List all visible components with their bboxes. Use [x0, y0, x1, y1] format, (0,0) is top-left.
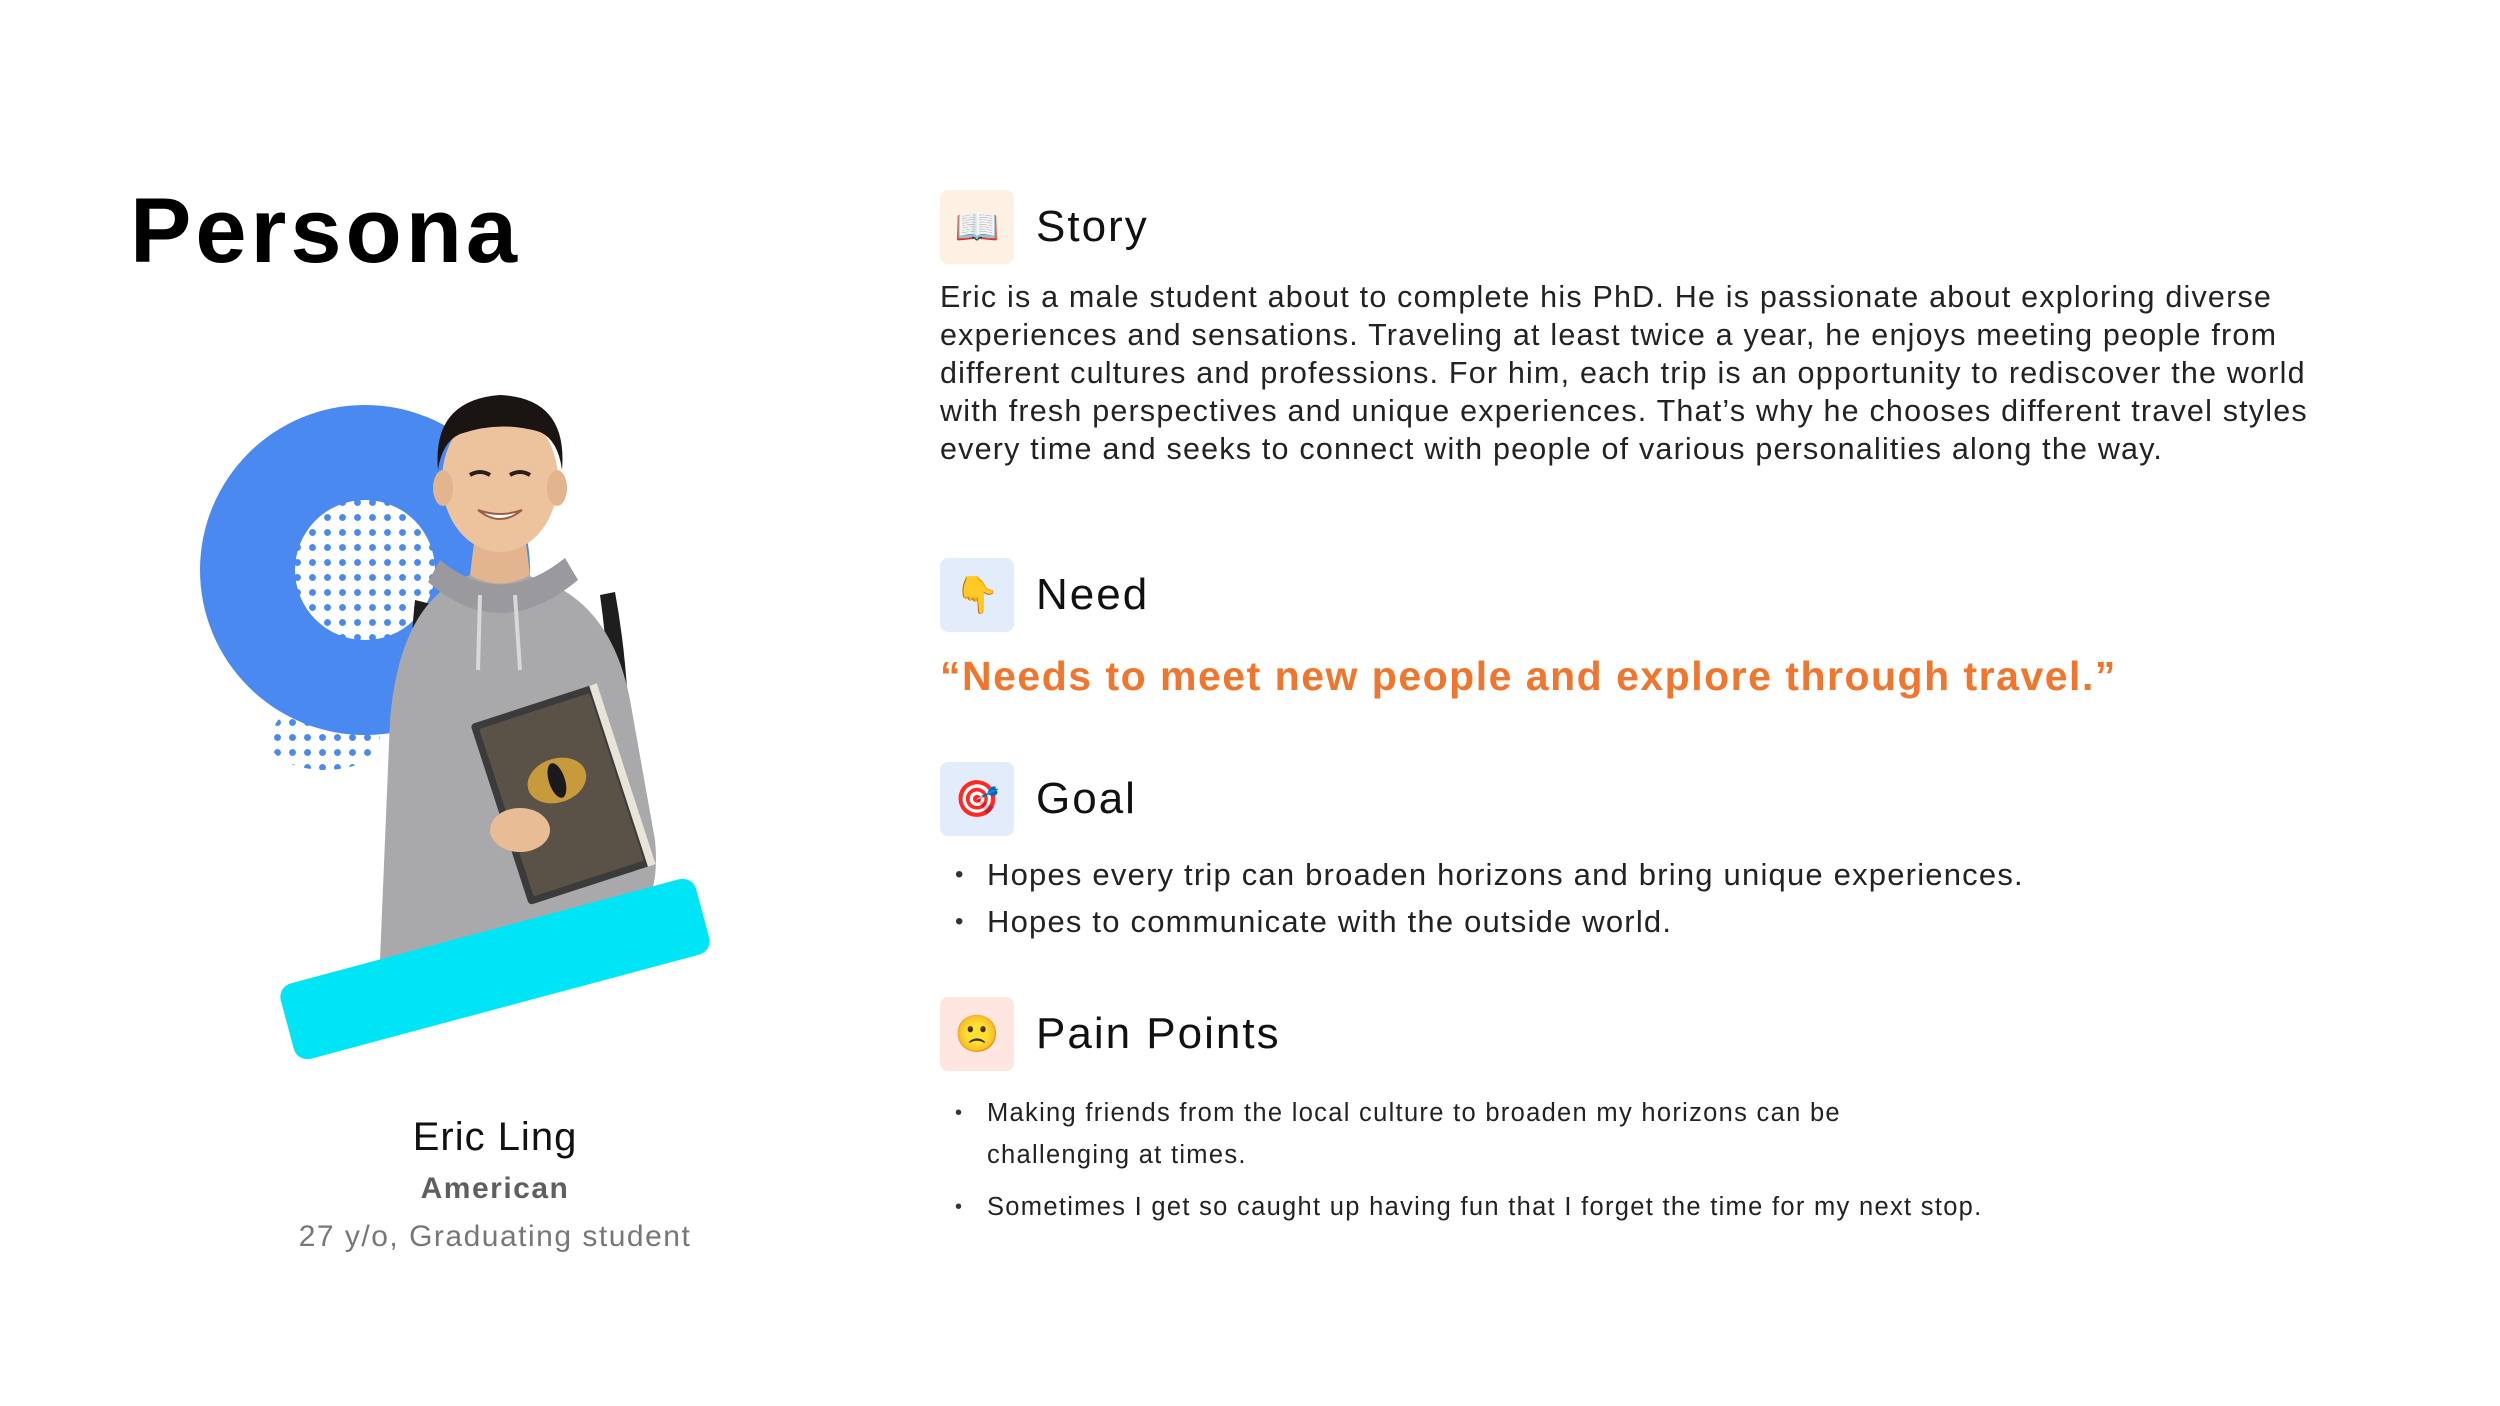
target-icon: 🎯	[940, 762, 1014, 836]
need-quote: “Needs to meet new people and explore through travel.”	[940, 653, 2117, 699]
persona-illustration	[190, 370, 730, 1050]
list-item: • Sometimes I get so caught up having fun that I forget the time for my next stop.	[955, 1186, 2155, 1228]
page-title: Persona	[130, 180, 522, 282]
pointing-down-icon: 👇	[940, 558, 1014, 632]
persona-nationality: American	[420, 1172, 570, 1205]
profile-card	[230, 1115, 760, 1254]
pain-points-list	[955, 1092, 2155, 1238]
frowning-face-icon: 🙁	[940, 997, 1014, 1071]
persona-photo	[310, 370, 670, 970]
persona-role: 27 y/o, Graduating student	[298, 1220, 692, 1253]
open-book-icon: 📖	[940, 190, 1014, 264]
list-item: • Making friends from the local culture to broaden my horizons can be challenging at times.	[955, 1092, 1927, 1176]
story-text: Eric is a male student about to complete his PhD. He is passionate about exploring diverse experiences and sensations. Traveling at least twice a year, he enjoys meeting people from different cultures and professions. For him, each trip is an opportunity to rediscover the world with fresh perspectives and unique experiences. That’s why he chooses different travel styles every time and seeks to connect with people of various personalities along the way.	[940, 280, 2308, 466]
need-heading: Need	[1036, 570, 1150, 619]
goal-list	[955, 856, 2024, 950]
persona-name: Eric Ling	[412, 1115, 578, 1159]
need-section-header	[940, 558, 1149, 632]
list-item: • Hopes to communicate with the outside world.	[955, 903, 2024, 940]
list-item: • Hopes every trip can broaden horizons and bring unique experiences.	[955, 856, 2024, 893]
goal-section-header	[940, 762, 1137, 836]
pain-points-heading: Pain Points	[1036, 1009, 1281, 1058]
story-section-header	[940, 190, 1149, 264]
pain-points-section-header	[940, 997, 1281, 1071]
goal-heading: Goal	[1036, 774, 1137, 823]
story-heading: Story	[1036, 202, 1149, 251]
